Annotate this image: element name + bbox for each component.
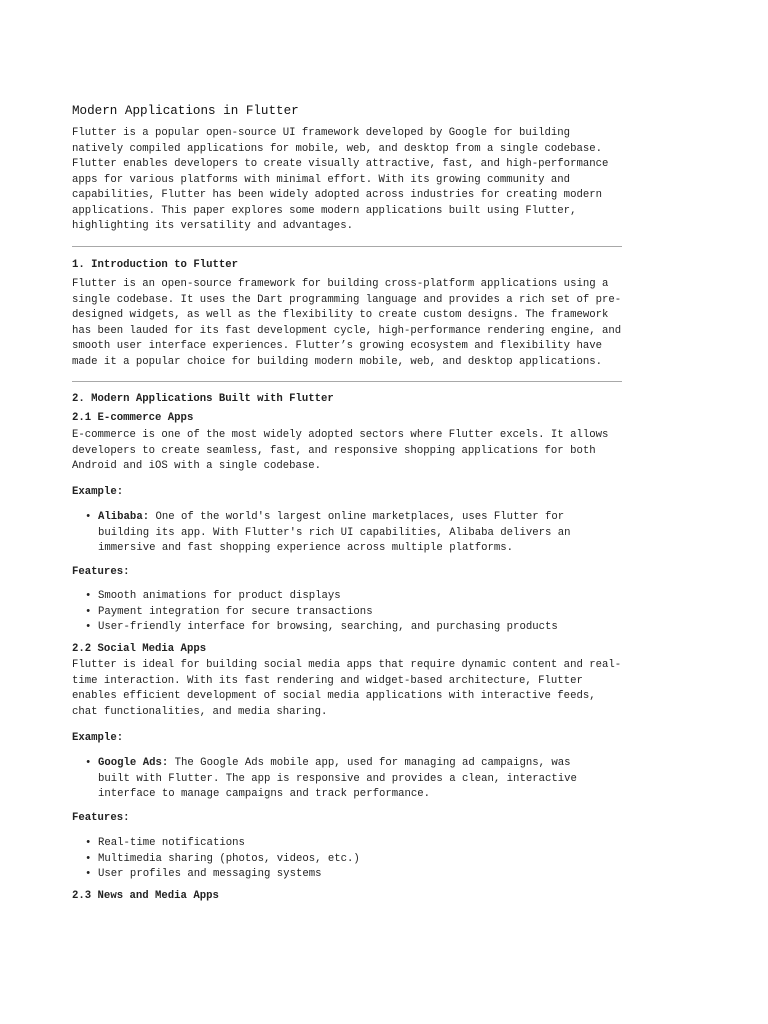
bullet-icon: • — [85, 757, 92, 769]
list-item — [72, 589, 628, 605]
document-title: Modern Applications in Flutter — [72, 104, 299, 118]
intro-paragraph: Flutter is a popular open-source UI framework developed by Google for building natively compiled applications for mobile, web, and desktop from a single codebase. Flutter enables developers to create visually attractive, fast, and high-performance apps for various platforms with minimal effort. With its growing community and capabilities, Flutter has been widely adopted across industries for creating modern applications. This paper explores some modern applications built using Flutter, highlighting its versatility and advantages. — [72, 127, 609, 232]
features-label: Features: — [72, 812, 130, 824]
section-2-2-body: Flutter is ideal for building social media apps that require dynamic content and real- time interaction. With its fast rendering and widget-based architecture, Flutter enables efficient development of social media applications with interactive feeds, chat functionalities, and media sharing. — [72, 659, 622, 718]
feature-text: User profiles and messaging systems — [98, 868, 322, 880]
bullet-icon: • — [85, 511, 92, 523]
section-2-1-body: E-commerce is one of the most widely adopted sectors where Flutter excels. It allows developers to create seamless, fast, and responsive shopping applications for both Android and iOS with a single codebase. — [72, 429, 609, 472]
section-divider — [72, 246, 622, 247]
section-1-body: Flutter is an open-source framework for building cross-platform applications using a single codebase. It uses the Dart programming language and provides a rich set of pre- designed widgets, as well as the flexibility to create custom designs. The framework has been lauded for its fast development cycle, high-performance rendering engine, and smooth user interface experiences. Flutter’s growing ecosystem and flexibility have made it a popular choice for building modern mobile, web, and desktop applications. — [72, 278, 622, 368]
section-2-3-heading: 2.3 News and Media Apps — [72, 890, 219, 902]
example-name: Alibaba: — [98, 511, 150, 523]
feature-text: Smooth animations for product displays — [98, 590, 341, 602]
example-list — [72, 510, 628, 557]
section-1-heading: 1. Introduction to Flutter — [72, 259, 239, 271]
example-name: Google Ads: — [98, 757, 169, 769]
section-divider — [72, 381, 622, 382]
list-item — [72, 867, 628, 883]
bullet-icon: • — [85, 605, 92, 618]
list-item — [72, 756, 628, 803]
section-2-heading: 2. Modern Applications Built with Flutter — [72, 393, 334, 405]
list-item — [72, 620, 628, 636]
section-2-1-heading: 2.1 E-commerce Apps — [72, 412, 194, 424]
feature-text: Real-time notifications — [98, 837, 245, 849]
section-2-2-heading: 2.2 Social Media Apps — [72, 643, 207, 655]
feature-text: Payment integration for secure transactions — [98, 605, 373, 618]
bullet-icon: • — [85, 837, 92, 849]
example-label: Example: — [72, 486, 124, 498]
example-text: One of the world's largest online marketplaces, uses Flutter for building its app. With Flutter's rich UI capabilities, Alibaba delivers an immersive and fast shopping experience across multiple platforms. — [98, 511, 571, 554]
example-label: Example: — [72, 732, 124, 744]
features-label: Features: — [72, 566, 130, 578]
feature-text: User-friendly interface for browsing, searching, and purchasing products — [98, 621, 558, 633]
bullet-icon: • — [85, 868, 92, 880]
list-item — [72, 836, 628, 852]
bullet-icon: • — [85, 621, 92, 633]
example-list — [72, 756, 628, 803]
bullet-icon: • — [85, 852, 92, 865]
feature-text: Multimedia sharing (photos, videos, etc.) — [98, 852, 360, 865]
list-item — [72, 510, 628, 557]
bullet-icon: • — [85, 590, 92, 602]
list-item — [72, 852, 628, 868]
features-list — [72, 589, 628, 636]
list-item — [72, 605, 628, 621]
features-list — [72, 836, 628, 883]
example-text: The Google Ads mobile app, used for managing ad campaigns, was built with Flutter. The app is responsive and provides a clean, interactive interface to manage campaigns and track performance. — [98, 757, 577, 800]
